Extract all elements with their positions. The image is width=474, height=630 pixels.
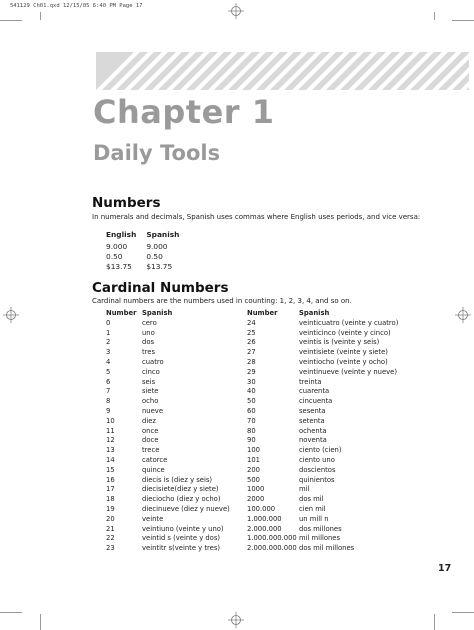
number-value: 20 [106,514,115,523]
table-row [106,367,402,377]
table-row [106,485,402,495]
spanish-value: 0.50 [146,251,163,261]
spanish-word: nueve [142,407,164,416]
table-row [106,426,402,436]
table-row [106,445,402,455]
crop-mark-top-left-v [40,12,41,20]
spanish-word: mil millones [299,534,341,543]
spanish-word: veintinueve (veinte y nueve) [299,367,398,376]
number-value: 100.000 [247,505,276,514]
number-value: 6 [106,377,111,386]
spanish-word: noventa [299,436,327,445]
spanish-word: un mill n [299,514,329,523]
spanish-word: doscientos [299,465,336,474]
table-row [106,338,402,348]
column-header-spanish: Spanish [142,309,173,317]
spanish-word: siete [142,387,159,396]
spanish-word: dieciocho (diez y ocho) [142,495,221,504]
number-value: 90 [247,436,256,445]
spanish-word: cinco [142,367,160,376]
number-value: 12 [106,436,115,445]
english-value: 9.000 [106,242,128,251]
spanish-word: ciento (cien) [299,446,342,455]
table-row [106,396,402,406]
number-value: 13 [106,446,115,455]
spanish-word: dos mil [299,495,324,504]
number-value: 29 [247,367,256,376]
registration-mark-right-icon [455,307,471,323]
spanish-word: cuatro [142,358,164,367]
spanish-word: dos mil millones [299,544,355,553]
number-value: 9 [106,407,111,416]
page-number: 17 [438,563,452,574]
spanish-word: cuarenta [299,387,330,396]
print-slug: 541129 Ch01.qxd 12/15/05 6:40 PM Page 17 [10,3,143,9]
number-value: 40 [247,387,256,396]
spanish-word: once [142,426,159,435]
crop-mark-top-right-h [452,20,474,21]
number-value: 1.000.000.000 [247,534,297,543]
table-row [106,347,402,357]
crop-mark-bottom-left-h [0,612,22,613]
spanish-word: veintisiete (veinte y siete) [299,348,388,357]
spanish-word: sesenta [299,407,326,416]
spanish-word: seis [142,377,156,386]
number-value: 5 [106,367,111,376]
spanish-word: tres [142,348,156,357]
table-row [106,357,402,367]
number-value: 23 [106,544,115,553]
number-value: 70 [247,416,256,425]
number-value: 22 [106,534,115,543]
number-value: 60 [247,407,256,416]
number-value: 4 [106,358,111,367]
table-row [106,494,402,504]
spanish-word: catorce [142,456,168,465]
crop-mark-bottom-right-v [434,614,435,630]
number-value: 19 [106,505,115,514]
number-value: 2000 [247,495,265,504]
number-value: 18 [106,495,115,504]
crop-mark-bottom-left-v [40,614,41,630]
spanish-word: veintiocho (veinte y ocho) [299,358,388,367]
number-value: 2 [106,338,111,347]
number-value: 200 [247,465,260,474]
table-row [106,377,402,387]
spanish-word: uno [142,328,155,337]
column-header-number: Number [106,309,137,317]
registration-mark-bottom-icon [228,612,244,628]
spanish-word: diez [142,416,156,425]
table-row [106,242,189,252]
number-value: 50 [247,397,256,406]
number-value: 8 [106,397,111,406]
number-value: 2.000.000 [247,524,282,533]
table-row [106,514,402,524]
spanish-word: ocho [142,397,159,406]
spanish-word: veintid s (veinte y dos) [142,534,221,543]
number-value: 27 [247,348,256,357]
spanish-word: quince [142,465,165,474]
table-row [106,252,189,262]
number-value: 7 [106,387,111,396]
crop-mark-bottom-right-h [452,612,474,613]
table-row [106,416,402,426]
spanish-word: mil [299,485,310,494]
spanish-word: cien mil [299,505,326,514]
table-row [106,406,402,416]
registration-mark-left-icon [3,307,19,323]
table-row [106,475,402,485]
number-value: 100 [247,446,260,455]
spanish-word: dos [142,338,155,347]
number-value: 101 [247,456,260,465]
spanish-word: dos millones [299,524,342,533]
column-header-spanish: Spanish [299,309,330,317]
table-row [106,436,402,446]
number-value: 10 [106,416,115,425]
number-value: 14 [106,456,115,465]
table-row [106,262,189,272]
spanish-word: veintitr s(veinte y tres) [142,544,221,553]
spanish-word: diecis is (diez y seis) [142,475,213,484]
number-value: 16 [106,475,115,484]
number-value: 28 [247,358,256,367]
number-value: 30 [247,377,256,386]
table-row [106,524,402,534]
chapter-subtitle: Daily Tools [93,141,221,165]
number-value: 500 [247,475,260,484]
spanish-word: setenta [299,416,325,425]
number-value: 1000 [247,485,265,494]
number-value: 15 [106,465,115,474]
spanish-word: ciento uno [299,456,335,465]
table-row [106,387,402,397]
english-value: $13.75 [106,261,132,271]
spanish-value: 9.000 [146,242,168,251]
spanish-word: veinte [142,514,164,523]
number-value: 26 [247,338,256,347]
spanish-word: diecisiete(diez y siete) [142,485,219,494]
crop-mark-top-right-v [434,12,435,20]
table-header-row [106,230,189,242]
cardinal-table-body [106,318,402,553]
number-value: 3 [106,348,111,357]
spanish-word: doce [142,436,159,445]
table-row [106,504,402,514]
spanish-word: diecinueve (diez y nueve) [142,505,230,514]
decimal-table [106,230,189,271]
table-row [106,328,402,338]
numbers-intro: In numerals and decimals, Spanish uses commas where English uses periods, and vice versa: [92,213,421,221]
number-value: 0 [106,318,111,327]
table-row [106,455,402,465]
number-value: 80 [247,426,256,435]
table-row [106,534,402,544]
table-row [106,465,402,475]
chapter-title: Chapter 1 [93,93,275,131]
spanish-word: veinticuatro (veinte y cuatro) [299,318,399,327]
spanish-word: veinticinco (veinte y cinco) [299,328,391,337]
spanish-word: trece [142,446,160,455]
number-value: 1 [106,328,111,337]
table-row [106,318,402,328]
spanish-word: veintis is (veinte y seis) [299,338,380,347]
crop-mark-top-left-h [0,20,22,21]
spanish-value: $13.75 [146,261,173,271]
table-header-row [106,309,402,318]
table-row [106,543,402,553]
spanish-word: ochenta [299,426,327,435]
number-value: 1.000.000 [247,514,282,523]
spanish-word: quinientos [299,475,335,484]
column-header-spanish: Spanish [146,230,180,239]
column-header-english: English [106,230,137,239]
number-value: 17 [106,485,115,494]
number-value: 2.000.000.000 [247,544,297,553]
cardinal-heading: Cardinal Numbers [92,280,229,296]
english-value: 0.50 [106,251,123,261]
chapter-banner-stripes [96,52,469,90]
registration-mark-top-icon [228,3,244,19]
spanish-word: cincuenta [299,397,333,406]
column-header-number: Number [247,309,278,317]
cardinal-numbers-table [106,309,402,553]
spanish-word: treinta [299,377,322,386]
number-value: 21 [106,524,115,533]
spanish-word: cero [142,318,157,327]
number-value: 11 [106,426,115,435]
number-value: 25 [247,328,256,337]
number-value: 24 [247,318,256,327]
numbers-heading: Numbers [92,195,161,211]
spanish-word: veintiuno (veinte y uno) [142,524,224,533]
cardinal-intro: Cardinal numbers are the numbers used in counting: 1, 2, 3, 4, and so on. [92,297,352,305]
